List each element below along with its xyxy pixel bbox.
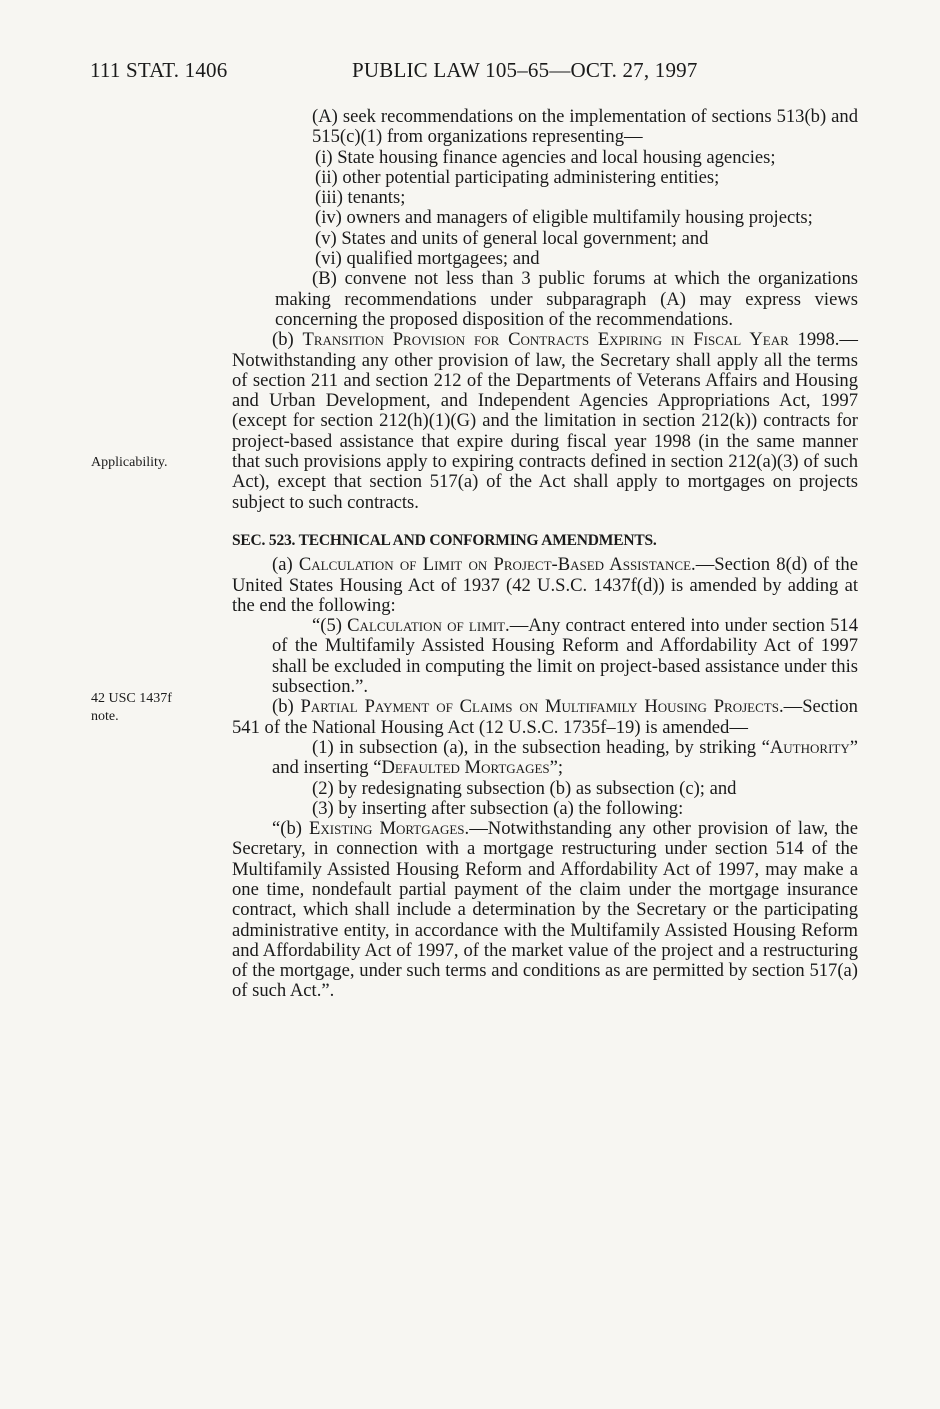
quoted-subsection-b-existing <box>232 819 858 1002</box>
quoted-para-5-text: —Any contract entered into under section 514 of the Multifamily Assisted Housing Reform and Affordability Act of 1997 shall be excluded in computing the limit on project-based assistance under this subsection.”. <box>272 615 858 698</box>
clause-iv: (iv) owners and managers of eligible multifamily housing projects; <box>315 207 813 229</box>
subsection-b-label: (b) <box>272 329 303 351</box>
paragraph-3: (3) by inserting after subsection (a) the following: <box>312 797 684 819</box>
paragraph-2: (2) by redesignating subsection (b) as subsection (c); and <box>312 777 737 799</box>
paragraph-1-text-a: (1) in subsection (a), in the subsection heading, by striking “ <box>312 736 770 758</box>
statute-citation: 111 STAT. 1406 <box>90 58 228 82</box>
subsection-b2-label: (b) <box>272 696 301 718</box>
paragraph-1-text-c: ”; <box>549 757 564 779</box>
clause-iii: (iii) tenants; <box>315 187 406 209</box>
clause-v: (v) States and units of general local government; and <box>315 227 709 249</box>
subsection-a-calculation <box>232 555 858 616</box>
paragraph-1 <box>232 738 858 779</box>
subsection-b-partial-payment <box>232 697 858 738</box>
section-523-heading: SEC. 523. TECHNICAL AND CONFORMING AMENDMENTS. <box>232 531 657 549</box>
public-law-title: PUBLIC LAW 105–65—OCT. 27, 1997 <box>352 58 698 82</box>
margin-note-usc-line2: note. <box>91 709 119 724</box>
subsection-b2-text: —Section 541 of the National Housing Act (12 U.S.C. 1735f–19) is amended— <box>232 696 858 738</box>
para-b-forums <box>195 269 858 330</box>
subsection-b2-heading: Partial Payment of Claims on Multifamily Housing Projects. <box>300 696 784 718</box>
paragraph-1-authority: Authority <box>769 736 850 758</box>
quoted-subsection-b-label: “(b) <box>272 818 310 840</box>
quoted-para-5-label: “(5) <box>312 615 348 637</box>
subsection-a-text: —Section 8(d) of the United States Housing Act of 1937 (42 U.S.C. 1437f(d)) is amended by adding at the end the following: <box>232 554 858 616</box>
subsection-b-transition <box>232 330 858 513</box>
subsection-b-text: —Notwithstanding any other provision of law, the Secretary shall apply all the terms of section 211 and section 212 of the Departments of Veterans Affairs and Housing and Urban Development, and Independent Agencies Appropriations Act, 1997 (except for section 212(h)(1)(G) and the limitation in section 212(k)) contracts for project-based assistance that expire during fiscal year 1998 (in the same manner that such provisions apply to expiring contracts defined in section 212(a)(3) of such Act), except that section 517(a) of the Act shall apply to mortgages on projects subject to such contracts. <box>232 329 858 513</box>
margin-note-usc-line1: 42 USC 1437f <box>91 691 172 706</box>
subsection-a-heading: Calculation of Limit on Project-Based Assistance. <box>298 554 696 576</box>
quoted-subsection-b-text: —Notwithstanding any other provision of law, the Secretary, in connection with a mortgage restructuring under section 514 of the Multifamily Assisted Housing Reform and Affordability Act of 1997, may make a one time, nondefault partial payment of the claim under the mortgage insurance contract, which shall include a determination by the Secretary or the participating administrative entity, in accordance with the Multifamily Assisted Housing Reform and Affordability Act of 1997, of the market value of the project and a restructuring of the mortgage, under such terms and conditions as are permitted by section 517(a) of such Act.”. <box>232 818 858 1002</box>
clause-i: (i) State housing finance agencies and local housing agencies; <box>315 146 776 168</box>
paragraph-1-text-b: ” and inserting “ <box>272 736 858 779</box>
clause-vi: (vi) qualified mortgagees; and <box>315 248 540 270</box>
subsection-b-heading: Transition Provision for Contracts Expiring in Fiscal Year 1998. <box>302 329 840 351</box>
quoted-para-5-heading: Calculation of limit. <box>347 615 510 637</box>
subsection-a-label: (a) <box>272 554 299 576</box>
document-body <box>232 107 858 1002</box>
quoted-subsection-b-heading: Existing Mortgages. <box>309 818 470 840</box>
paragraph-1-defaulted-mortgages: Defaulted Mortgages <box>381 757 550 779</box>
clause-ii: (ii) other potential participating administering entities; <box>315 166 720 188</box>
margin-note-applicability: Applicability. <box>91 455 168 470</box>
para-a-intro-text: (A) seek recommendations on the implementation of sections 513(b) and 515(c)(1) from organizations representing— <box>312 106 858 148</box>
quoted-para-5 <box>232 616 858 697</box>
para-b-forums-text: (B) convene not less than 3 public forums at which the organizations making recommendations under subparagraph (A) may express views concerning the proposed disposition of the recommendations. <box>275 268 858 330</box>
para-a-intro <box>232 107 858 148</box>
margin-note-usc <box>91 690 172 726</box>
